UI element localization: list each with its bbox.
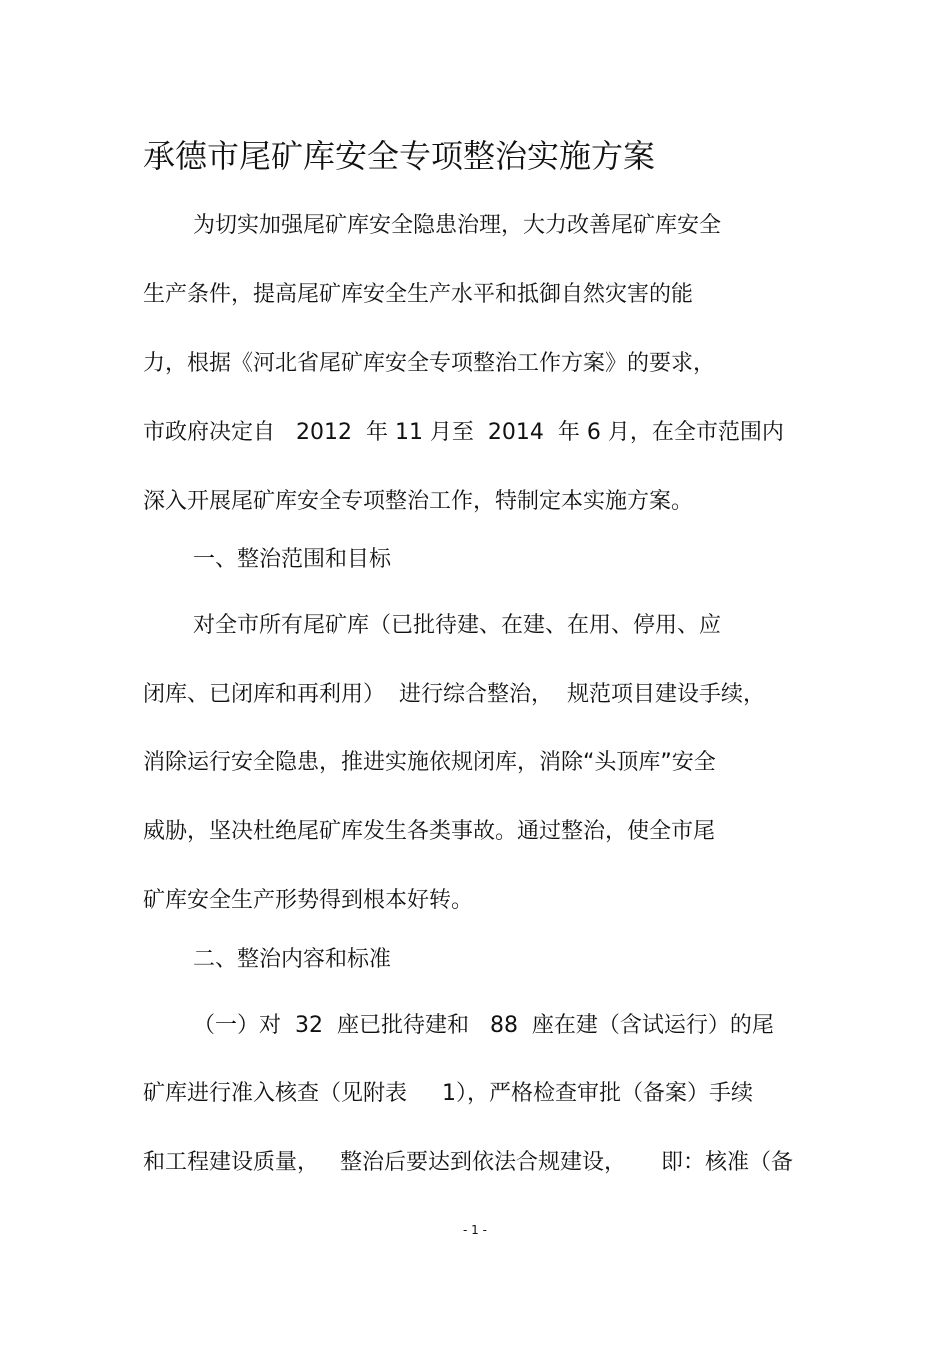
page-number: - 1 - xyxy=(463,1223,487,1237)
paragraph-line: 生产条件，提高尾矿库安全生产水平和抵御自然灾害的能 xyxy=(143,282,694,307)
section-heading: 二、整治内容和标准 xyxy=(193,947,392,972)
document-title: 承德市尾矿库安全专项整治实施方案 xyxy=(143,137,656,175)
paragraph-line: 威胁，坚决杜绝尾矿库发生各类事故。通过整治，使全市尾 xyxy=(143,819,716,844)
paragraph-line: 对全市所有尾矿库（已批待建、在建、在用、停用、应 xyxy=(193,613,722,638)
paragraph-line: 闭库、已闭库和再利用） 进行综合整治， 规范项目建设手续， xyxy=(143,682,765,707)
paragraph-line: 和工程建设质量， 整治后要达到依法合规建设， 即：核准（备 xyxy=(143,1150,793,1175)
paragraph-line: 矿库安全生产形势得到根本好转。 xyxy=(143,888,474,913)
paragraph-line: 消除运行安全隐患，推进实施依规闭库，消除“头顶库”安全 xyxy=(143,750,716,775)
paragraph-line: 力，根据《河北省尾矿库安全专项整治工作方案》的要求， xyxy=(143,351,716,376)
paragraph-line: 深入开展尾矿库安全专项整治工作，特制定本实施方案。 xyxy=(143,489,694,514)
paragraph-line: （一）对 32 座已批待建和 88 座在建（含试运行）的尾 xyxy=(193,1013,774,1038)
section-heading: 一、整治范围和目标 xyxy=(193,547,392,572)
paragraph-line: 矿库进行准入核查（见附表 1），严格检查审批（备案）手续 xyxy=(143,1081,753,1106)
paragraph-line: 为切实加强尾矿库安全隐患治理，大力改善尾矿库安全 xyxy=(193,213,722,238)
paragraph-line: 市政府决定自 2012 年 11 月至 2014 年 6 月，在全市范围内 xyxy=(143,420,784,445)
